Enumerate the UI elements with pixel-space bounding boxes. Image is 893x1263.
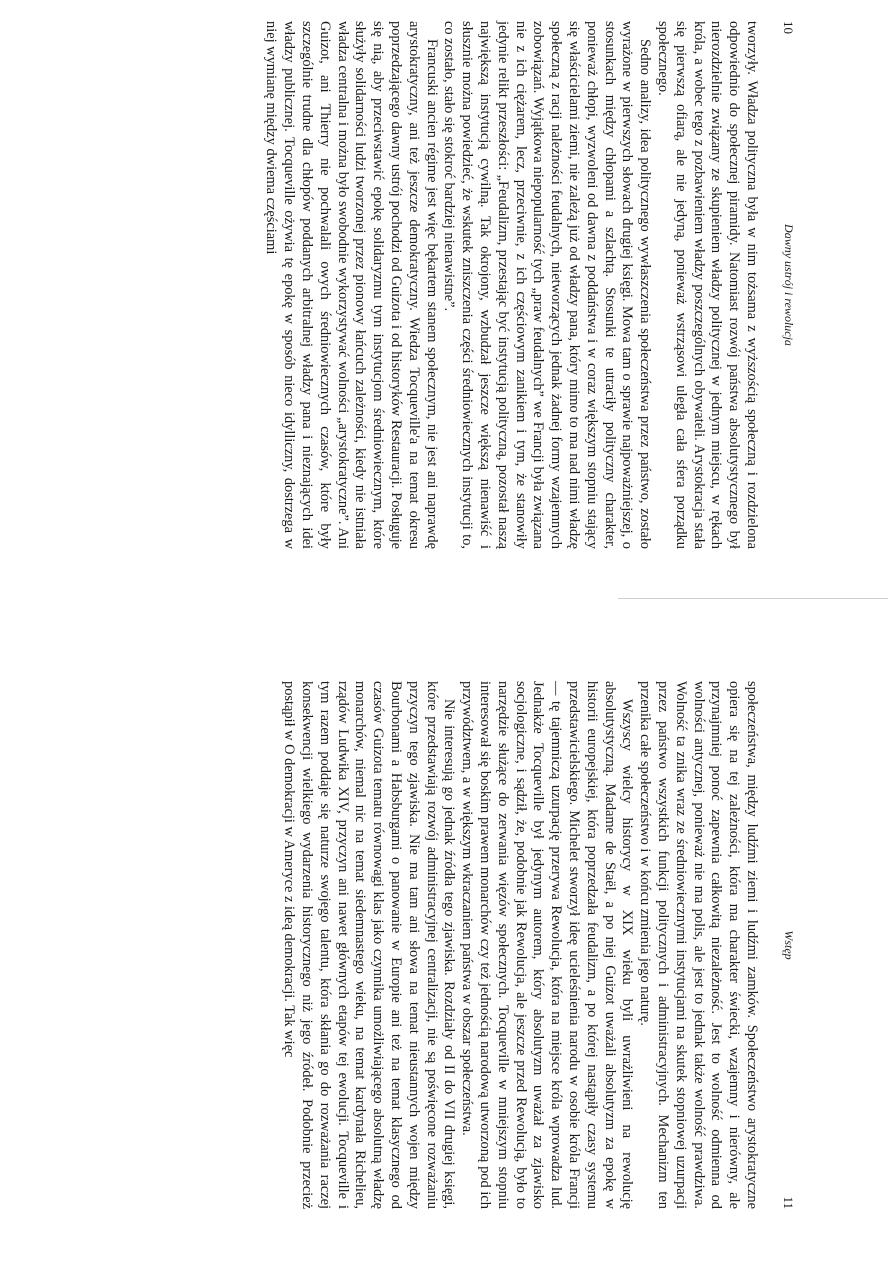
right-page <box>90 675 810 1215</box>
page-number: 10 <box>781 21 796 34</box>
paragraph: Wszyscy wielcy historycy w XIX wieku byli uwrażliwieni na rewolucję absolutystyczną. Madame de Staël, a po niej Guizot uważali absolutyzm za epokę w historii europejskiej, która poprzedzała feudalizm, a po której nastąpiły czasy systemu przedstawicielskiego. Michelet stworzył ideę ucieleśnienia narodu w osobie króla Francji — tę tajemniczą uzurpację przerywa Rewolucja, która na miejsce króla wprowadza lud. Jednakże Tocqueville był jedynym autorem, który absolutyzm uważał za zjawisko socjologiczne, i sądził, że, podobnie jak Rewolucja, ale jeszcze przed Rewolucją, było to narzędzie służące do zerwania więzów społecznych. Tocqueville w mniejszym stopniu interesował się boskim prawem monarchów czy też jednością narodową utworzoną pod ich przywództwem, a w większym wkraczaniem państwa w obszar społeczeństwa. <box>459 681 636 1209</box>
paragraph: Nie interesują go jednak źródła tego zjawiska. Rozdziały od II do VII drugiej księgi, które przedstawiają rozwój administracyjnej centralizacji, nie są poświęcone rozważaniu przyczyn tego zjawiska. Nie ma tam ani słowa na temat nieustannych wojen między Bourbonami a Habsburgami o panowanie w Europie ani też na temat klasycznego od czasów Guizota tematu równowagi klas jako czynnika umożliwiającego absolutną władzę monarchów, niemal nic na temat siedemnastego wieku, na temat kardynała Richelieu, rządów Ludwika XIV, przyczyn ani nawet głównych etapów tej ewolucji. Tocqueville i tym razem poddaje się naturze swojego talentu, która skłania go do rozważania raczej konsekwencji wielkiego wydarzenia historycznego niż jego źródeł. Podobnie przecież postąpił w O demokracji w Ameryce z ideą demokracji. Tak więc <box>281 681 458 1209</box>
running-title: Wstęp <box>782 930 796 960</box>
page-number: 11 <box>781 1196 796 1209</box>
running-title: Dawny ustrój i rewolucja <box>782 224 796 346</box>
paragraph: Sedno analizy, idea politycznego wywłaszczenia społeczeństwa przez państwo, zostało wyrażone w pierwszych słowach drugiej księgi. Mowa tam o sprawie najpoważniejszej, o stosunkach między chłopami a szlachtą. Stosunki te utraciły polityczny charakter, ponieważ chłopi, wyzwoleni od dawna z poddaństwa i w coraz większym stopniu stający się właścicielami ziemi, nie zależą już od władzy pana, który mimo to ma nad nimi władzę społeczną z racji należności feudalnych, nietworzących jednak żadnej formy wzajemnych zobowiązań. Wyjątkowa niepopularność tych „praw feudalnych” we Francji była związana nie z ich ciężarem, lecz, przeciwnie, z ich częściowym zanikiem i tym, że stanowiły jedynie relikt przeszłości: „Feudalizm, przestając być instytucją polityczną, pozostał naszą największą instytucją cywilną. Tak okrojony, wzbudzał jeszcze większą nienawiść i słusznie można powiedzieć, że wskutek zniszczenia części średniowiecznych instytucji to, co zostało, stało się stokroć bardziej nienawistne”. <box>441 21 654 549</box>
left-page-body <box>262 21 760 549</box>
paragraph: tworzyły. Władza polityczna była w nim tożsama z wyższością społeczną i rozdzielona odpowiednio do społecznej piramidy. Natomiast rozwój państwa absolutystycznego był nierozdzielnie związany ze skupieniem władzy politycznej w jednym miejscu, w rękach króla, a wobec tego z pozbawieniem władzy poszczególnych obywateli. Arystokracja stała się pierwszą ofiarą, ale nie jedyną, ponieważ wstrząsowi uległa cała sfera porządku społecznego. <box>655 21 760 549</box>
paragraph: społeczeństwa, między ludźmi ziemi i ludźmi zamków. Społeczeństwo arystokratyczne opiera się na tej zależności, która ma charakter świecki, wzajemny i nierówny, ale przynajmniej ponoć zapewnia całkowitą niezależność. Jest to wolność odmienna od wolności antycznej, ponieważ nie ma polis, ale jest to jednak także wolność prawdziwa. Wolność ta znika wraz ze średniowiecznymi instytucjami na skutek stopniowej uzurpacji przez państwo wszystkich funkcji politycznych i administracyjnych. Mechanizm ten przenika całe społeczeństwo i w końcu zmienia jego naturę. <box>637 681 760 1209</box>
left-page <box>90 15 810 555</box>
right-page-body <box>279 681 760 1209</box>
right-page-header <box>778 675 796 1215</box>
left-page-header <box>778 15 796 555</box>
page-divider <box>618 598 888 599</box>
paragraph: Francuski ancien régime jest więc bękartem stanem społecznym, nie jest ani naprawdę arystokratyczny, ani też jeszcze demokratyczny. Wiedza Tocqueville'a na temat okresu poprzedzającego dawny ustrój pochodzi od Guizota i od historyków Restauracji. Posługuje się nią, aby przeciwstawić epokę solidaryzmu tym instytucjom średniowiecznym, które służyły solidarności ludzi tworzonej przez pionowy łańcuch zależności, kiedy nie istniała władza centralna i można było swobodnie wykorzystywać wolności „arystokratyczne”. Ani Guizot, ani Thierry nie pochwalali owych średniowiecznych czasów, które były szczególnie trudne dla chłopów poddanych arbitralnej władzy pana i nieznających idei władzy publicznej. Tocqueville ożywia tę epokę w sposób nieco idylliczny, dostrzega w niej wymianę między dwiema częściami <box>263 21 440 549</box>
